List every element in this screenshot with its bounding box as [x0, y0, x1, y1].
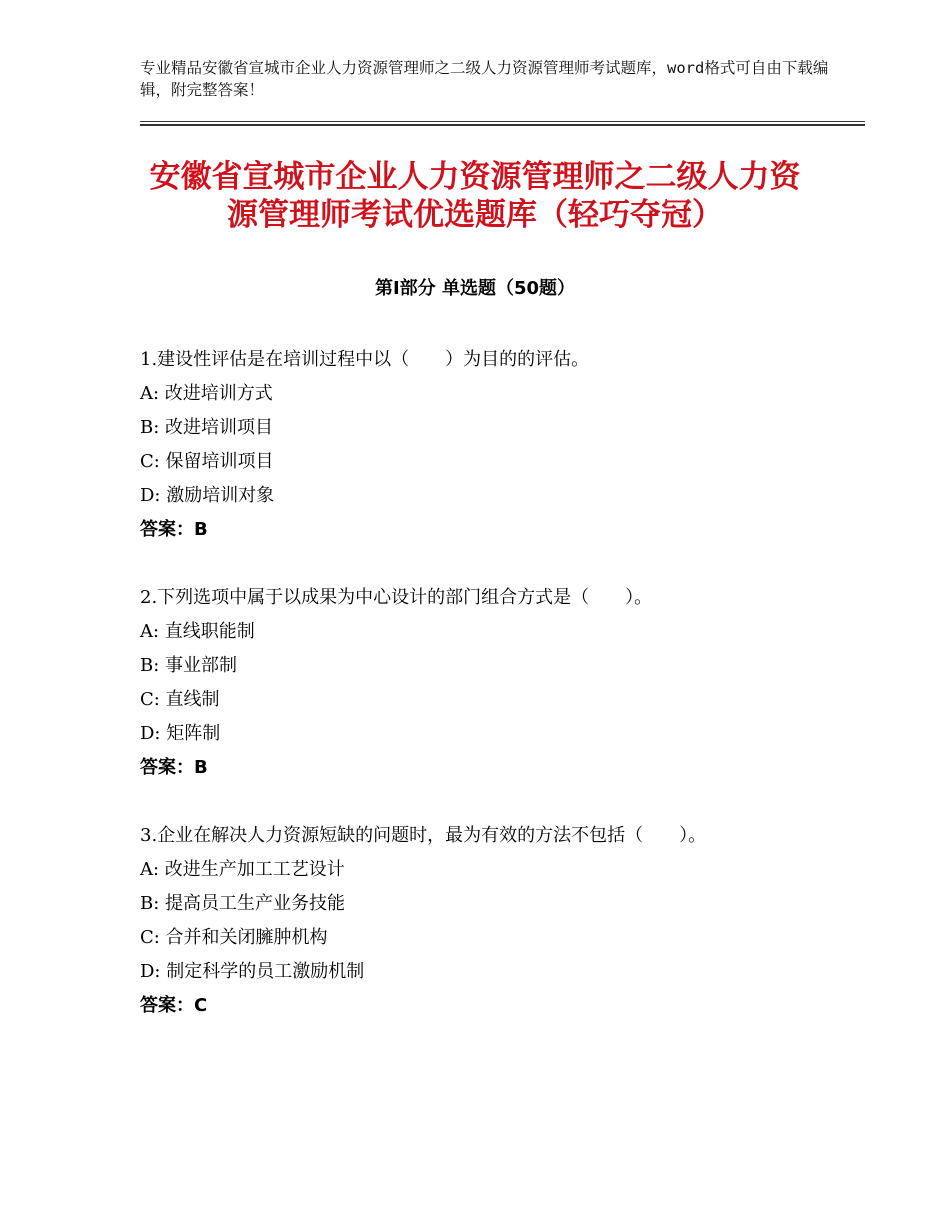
option-a: A: 直线职能制 — [140, 621, 255, 642]
option-c: C: 直线制 — [140, 689, 220, 710]
option-a: A: 改进培训方式 — [140, 383, 273, 404]
section-title: 第Ⅰ部分 单选题（50题） — [374, 278, 575, 299]
answer-label: 答案：B — [140, 519, 208, 540]
question-list — [140, 343, 820, 1057]
option-c: C: 保留培训项目 — [140, 451, 274, 472]
option-c: C: 合并和关闭臃肿机构 — [140, 927, 328, 948]
option-d: D: 制定科学的员工激励机制 — [140, 961, 365, 982]
question-stem: 3.企业在解决人力资源短缺的问题时，最为有效的方法不包括（ ）。 — [140, 825, 707, 846]
question-stem: 2.下列选项中属于以成果为中心设计的部门组合方式是（ ）。 — [140, 587, 653, 608]
option-b: B: 提高员工生产业务技能 — [140, 893, 346, 914]
question-2 — [140, 581, 820, 785]
answer-label: 答案：C — [140, 995, 208, 1016]
option-d: D: 激励培训对象 — [140, 485, 275, 506]
header-note: 专业精品安徽省宣城市企业人力资源管理师之二级人力资源管理师考试题库，word格式可自由下载编辑，附完整答案！ — [140, 59, 829, 99]
answer-label: 答案：B — [140, 757, 208, 778]
option-a: A: 改进生产加工工艺设计 — [140, 859, 345, 880]
question-stem: 1.建设性评估是在培训过程中以（ ）为目的的评估。 — [140, 349, 590, 370]
document-title: 安徽省宣城市企业人力资源管理师之二级人力资源管理师考试优选题库（轻巧夺冠） — [149, 159, 801, 233]
header-divider — [140, 121, 865, 126]
option-d: D: 矩阵制 — [140, 723, 221, 744]
question-3 — [140, 819, 820, 1023]
option-b: B: 事业部制 — [140, 655, 238, 676]
question-1 — [140, 343, 820, 547]
option-b: B: 改进培训项目 — [140, 417, 274, 438]
